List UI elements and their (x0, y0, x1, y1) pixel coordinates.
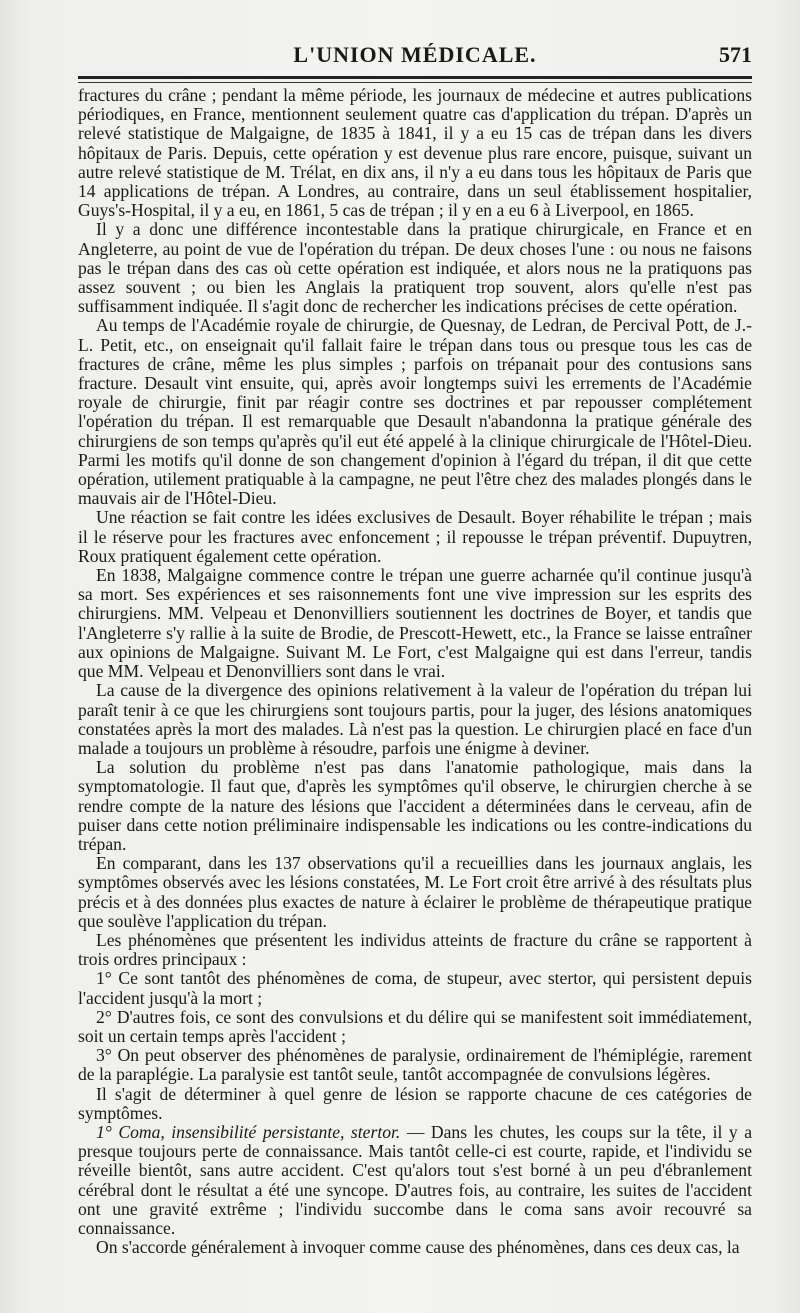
list-item: 1° Ce sont tantôt des phénomènes de coma, de stupeur, avec stertor, qui persistent depuis l'accident jusqu'à la mort ; (78, 968, 752, 1008)
paragraph: En comparant, dans les 137 observations qu'il a recueillies dans les journaux anglais, les symptômes observés avec les lésions constatées, M. Le Fort croit être arrivé à des résultats plus précis et à des données plus exactes de nature à éclairer le problème de thérapeutique pratique que soulève l'application du trépan. (78, 853, 752, 931)
paragraph: En 1838, Malgaigne commence contre le trépan une guerre acharnée qu'il continue jusqu'à sa mort. Ses expériences et ses raisonnements font une vive impression sur les esprits des chirurgiens. MM. Velpeau et Denonvilliers soutiennent les doctrines de Boyer, et tandis que l'Angleterre s'y rallie à la suite de Brodie, de Prescott-Hewett, etc., la France se laisse entraîner aux opinions de Malgaigne. Suivant M. Le Fort, c'est Malgaigne qui est dans l'erreur, tandis que MM. Velpeau et Denonvilliers sont dans le vrai. (78, 565, 752, 682)
paragraph: Il s'agit de déterminer à quel genre de lésion se rapporte chacune de ces catégories de symptômes. (78, 1083, 752, 1123)
paragraph: La cause de la divergence des opinions relativement à la valeur de l'opération du trépan lui paraît tenir à ce que les chirurgiens sont toujours partis, pour la juger, des lésions anatomiques constatées après la mort des malades. Là n'est pas la question. Le chirurgien placé en face d'un malade a toujours un problème à résoudre, parfois une énigme à deviner. (78, 680, 752, 758)
paragraph: Il y a donc une différence incontestable dans la pratique chirurgicale, en France et en Angleterre, au point de vue de l'opération du trépan. De deux choses l'une : ou nous ne faisons pas le trépan dans des cas où cette opération est indiquée, et alors nous ne la pratiquons pas assez souvent ; ou bien les Anglais la pratiquent trop souvent, alors qu'elle n'est pas suffisamment indiquée. Il s'agit donc de rechercher les indications précises de cette opération. (78, 219, 752, 317)
paragraph: Une réaction se fait contre les idées exclusives de Desault. Boyer réhabilite le trépan ; mais il le réserve pour les fractures avec enfoncement ; il repousse le trépan préventif. Dupuytren, Roux pratiquent également cette opération. (78, 507, 752, 566)
paragraph: fractures du crâne ; pendant la même période, les journaux de médecine et autres publications périodiques, en France, mentionnent seulement quatre cas d'application du trépan. D'après un relevé statistique de Malgaigne, de 1835 à 1841, il y a eu 15 cas de trépan dans les divers hôpitaux de Paris. Depuis, cette opération y est devenue plus rare encore, puisque, suivant un autre relevé statistique de M. Trélat, en dix ans, il n'y a eu dans tous les hôpitaux de Paris que 14 applications de trépan. A Londres, au contraire, dans un seul établissement hospitalier, Guys's-Hospital, il y a eu, en 1861, 5 cas de trépan ; il y en a eu 6 à Liverpool, en 1865. (78, 85, 752, 221)
paragraph: La solution du problème n'est pas dans l'anatomie pathologique, mais dans la symptomatologie. Il faut que, d'après les symptômes qu'il observe, le chirurgien cherche à se rendre compte de la nature des lésions que l'accident a déterminées dans le cerveau, afin de puiser dans cette notion préliminaire indispensable les indications ou les contre-indications du trépan. (78, 757, 752, 854)
header-rule (78, 76, 752, 83)
section-heading: 1° Coma, insensibilité persistante, stertor. (96, 1121, 401, 1142)
section-paragraph (78, 1123, 752, 1238)
paragraph: Les phénomènes que présentent les individus atteints de fracture du crâne se rapportent à trois ordres principaux : (78, 929, 752, 970)
list-item: 3° On peut observer des phénomènes de paralysie, ordinairement de l'hémiplégie, rarement de la paraplégie. La paralysie est tantôt seule, tantôt accompagnée de convulsions légères. (78, 1045, 752, 1085)
paragraph: Au temps de l'Académie royale de chirurgie, de Quesnay, de Ledran, de Percival Pott, de J.-L. Petit, etc., on enseignait qu'il fallait faire le trépan dans tous ou presque tous les cas de fractures de crâne, même les plus simples ; parfois on trépanait pour des contusions sans fracture. Desault vint ensuite, qui, après avoir longtemps suivi les errements de l'Académie royale de chirurgie, finit par réagir contre ses doctrines et par repousser complétement l'opération du trépan. Il est remarquable que Desault n'abandonna la pratique générale des chirurgiens de son temps qu'après qu'il eut été appelé à la clinique chirurgicale de l'Hôtel-Dieu. Parmi les motifs qu'il donne de son changement d'opinion à l'égard du trépan, il dit que cette opération, utilement pratiquable à la campagne, ne peut l'être chez des malades plongés dans le mauvais air de l'Hôtel-Dieu. (78, 315, 752, 509)
paragraph: On s'accorde généralement à invoquer comme cause des phénomènes, dans ces deux cas, la (96, 1237, 740, 1258)
article-body (78, 86, 752, 1257)
running-title: L'UNION MÉDICALE. (293, 42, 537, 67)
page-header (78, 38, 752, 78)
list-item: 2° D'autres fois, ce sont des convulsions et du délire qui se manifestent soit immédiatement, soit un certain temps après l'accident ; (78, 1006, 752, 1046)
page-number: 571 (719, 42, 752, 67)
section-text: — Dans les chutes, les coups sur la tête, il y a presque toujours perte de connaissance. Mais tantôt celle-ci est courte, rapide, et l'individu se réveille bientôt, sans autre accident. C'est qu'alors tout s'est borné à un peu d'ébranlement cérébral dont le résultat a été une syncope. D'autres fois, au contraire, les suites de l'accident ont une gravité extrême ; l'individu succombe dans le coma sans avoir recouvré sa connaissance. (78, 1121, 752, 1238)
